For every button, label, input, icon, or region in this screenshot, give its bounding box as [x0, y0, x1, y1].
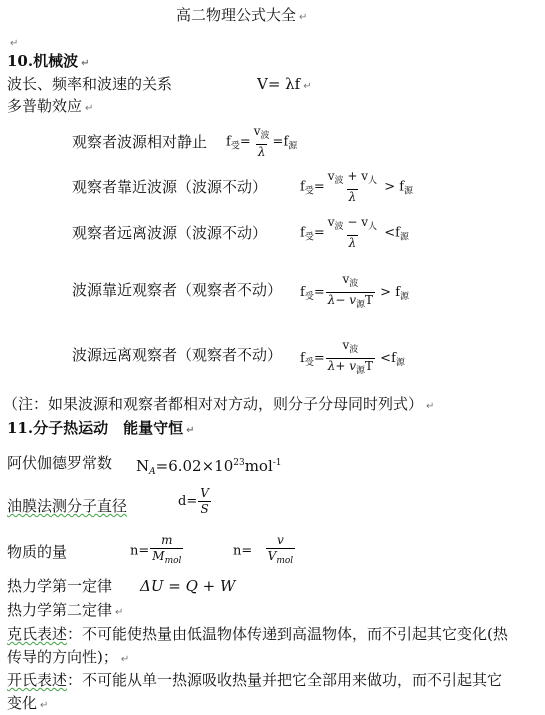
- section-11-heading: 11.分子热运动 能量守恒 ↵: [7, 419, 195, 437]
- avogadro-label: 阿伏伽德罗常数: [7, 454, 113, 472]
- doppler-row-source-approach-label: 波源靠近观察者（观察者不动）: [72, 281, 283, 299]
- fraction: $\frac{v_波}{\lambda}$: [253, 124, 270, 159]
- fraction: $\frac{V}{S}$: [200, 486, 209, 516]
- first-law-label: 热力学第一定律: [7, 577, 113, 595]
- fraction: $\frac{v_波}{\lambda- v_源T}$: [326, 272, 375, 313]
- doppler-row-static-formula: $f_受=$ $\frac{v_波}{\lambda}$ $=f_源$: [226, 124, 298, 159]
- amount-formula-volume: n= $\frac{v}{V_{mol}}$: [233, 533, 296, 569]
- clausius-statement-line2: 传导的方向性)； ↵: [7, 648, 130, 666]
- first-law-formula: ΔU = Q + W: [140, 577, 236, 595]
- oil-film-formula: d= $\frac{V}{S}$: [178, 486, 209, 516]
- empty-line-mark: ↵: [10, 38, 19, 49]
- amount-of-substance-label: 物质的量: [7, 543, 68, 561]
- doppler-row-static-label: 观察者波源相对静止: [72, 133, 208, 151]
- doppler-row-observer-approach-label: 观察者靠近波源（波源不动）: [72, 178, 268, 196]
- page-title: 高二物理公式大全 ↵: [176, 6, 308, 24]
- fraction: $\frac{v_波 + v_人}{\lambda}$: [327, 169, 378, 204]
- clausius-statement-line1: 克氏表述：不可能使热量由低温物体传递到高温物体，而不引起其它变化(热: [7, 625, 508, 643]
- doppler-row-observer-recede-label: 观察者远离波源（波源不动）: [72, 224, 268, 242]
- second-law-label: 热力学第二定律 ↵: [7, 601, 124, 619]
- fraction: $\frac{v_波 - v_人}{\lambda}$: [327, 215, 378, 250]
- section-10-heading: 10.机械波 ↵: [7, 52, 90, 70]
- doppler-row-source-approach-formula: $f_受=$ $\frac{v_波}{\lambda- v_源T}$ > $f_源$: [300, 272, 409, 313]
- kelvin-statement-line1: 开氏表述：不可能从单一热源吸收热量并把它全部用来做功，而不引起其它: [7, 671, 503, 689]
- kelvin-statement-line2: 变化 ↵: [7, 694, 49, 712]
- fraction: $\frac{v}{V_{mol}}$: [266, 533, 296, 569]
- amount-formula-mass: n= $\frac{m}{M_{mol}}$: [130, 533, 184, 569]
- doppler-note: （注：如果波源和观察者都相对对方动，则分子分母同时列式） ↵: [3, 395, 435, 413]
- wave-relation-label: 波长、频率和波速的关系: [7, 75, 173, 93]
- fraction: $\frac{m}{M_{mol}}$: [150, 533, 183, 569]
- doppler-row-source-recede-label: 波源远离观察者（观察者不动）: [72, 346, 283, 364]
- oil-film-label: 油膜法测分子直径: [7, 497, 128, 515]
- doppler-label: 多普勒效应 ↵: [7, 97, 94, 115]
- fraction: $\frac{v_波}{\lambda+ v_源T}$: [326, 338, 375, 379]
- doppler-row-observer-recede-formula: $f_受=$ $\frac{v_波 - v_人}{\lambda}$ $<f_源$: [300, 215, 409, 250]
- avogadro-formula: $N_A=6.02\times 10^{23}mol^{-1}$: [136, 457, 282, 477]
- doppler-row-observer-approach-formula: $f_受=$ $\frac{v_波 + v_人}{\lambda}$ > $f_源$: [300, 169, 414, 204]
- wave-relation-formula: V= λf ↵: [257, 75, 312, 93]
- doppler-row-source-recede-formula: $f_受=$ $\frac{v_波}{\lambda+ v_源T}$ $<f_源$: [300, 338, 405, 379]
